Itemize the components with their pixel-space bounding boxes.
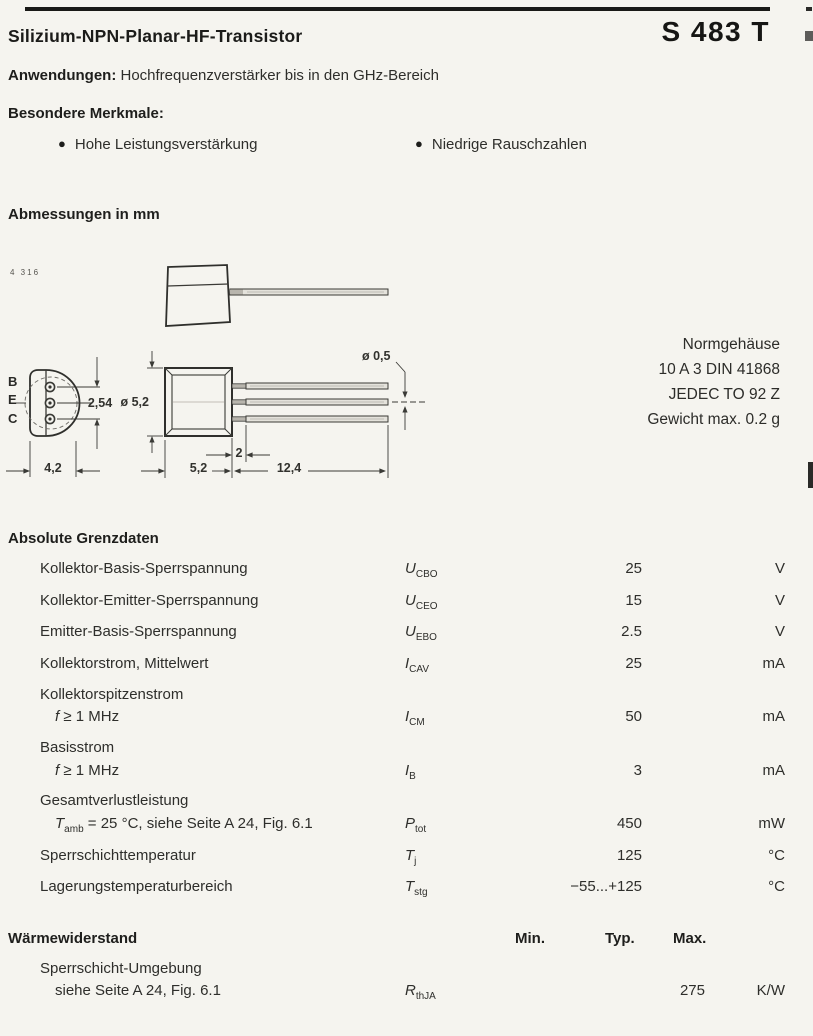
row-unit: V bbox=[774, 592, 785, 609]
symbol-base: I bbox=[405, 762, 410, 779]
row-condition bbox=[55, 762, 119, 779]
dim-label-lead-dia: ø 0,5 bbox=[362, 349, 391, 363]
row-symbol bbox=[405, 878, 428, 898]
condition-text: ≥ 1 MHz bbox=[59, 762, 120, 779]
row-label: Gesamtverlustleistung bbox=[40, 792, 189, 809]
case-info-line: 10 A 3 DIN 41868 bbox=[658, 361, 780, 378]
symbol-base: I bbox=[405, 708, 410, 725]
symbol-sub: B bbox=[409, 771, 416, 782]
row-value: 125 bbox=[616, 847, 642, 864]
row-unit: V bbox=[774, 623, 785, 640]
dim-label-body-width: 5,2 bbox=[189, 461, 208, 475]
table-row-condition bbox=[0, 708, 813, 728]
case-info-line: Gewicht max. 0.2 g bbox=[647, 411, 780, 428]
table-row bbox=[0, 623, 813, 643]
symbol-base: I bbox=[405, 655, 410, 672]
dim-label-lead-length: 12,4 bbox=[276, 461, 302, 475]
row-label: Kollektor-Emitter-Sperrspannung bbox=[40, 592, 259, 609]
row-unit: °C bbox=[768, 847, 785, 864]
feature-text: Niedrige Rauschzahlen bbox=[431, 136, 587, 153]
row-symbol bbox=[405, 982, 436, 1002]
dim-label-pin-pitch: 2,54 bbox=[87, 396, 113, 410]
row-unit: mA bbox=[762, 655, 785, 672]
thermal-header bbox=[0, 930, 813, 950]
condition-sub: amb bbox=[64, 824, 84, 835]
condition-symbol: f bbox=[55, 708, 60, 725]
front-view-leads bbox=[232, 383, 388, 422]
row-value: −55...+125 bbox=[570, 878, 642, 895]
dim-label-body-dia: ø 5,2 bbox=[120, 395, 149, 409]
row-condition bbox=[55, 815, 313, 835]
symbol-sub: stg bbox=[414, 887, 428, 898]
row-unit: K/W bbox=[756, 982, 785, 999]
pin-label-e: E bbox=[8, 392, 17, 407]
table-row bbox=[0, 792, 813, 812]
row-condition bbox=[55, 708, 119, 725]
table-row bbox=[0, 847, 813, 867]
symbol-base: P bbox=[405, 815, 416, 832]
row-value: 3 bbox=[633, 762, 642, 779]
dim-dia-5-2 bbox=[147, 351, 163, 453]
row-unit: mA bbox=[762, 708, 785, 725]
row-value: 2.5 bbox=[621, 623, 642, 640]
column-header-max: Max. bbox=[673, 930, 707, 947]
symbol-sub: CM bbox=[409, 717, 425, 728]
symbol-base: U bbox=[405, 623, 416, 640]
table-row-condition bbox=[0, 815, 813, 835]
part-number: S 483 T bbox=[661, 16, 770, 47]
bullet-icon: ● bbox=[415, 136, 423, 151]
bullet-icon: ● bbox=[58, 136, 66, 151]
row-symbol bbox=[405, 762, 416, 782]
feature-text: Hohe Leistungsverstärkung bbox=[74, 136, 258, 153]
symbol-base: R bbox=[405, 982, 416, 999]
table-row bbox=[0, 739, 813, 759]
row-sub-label: siehe Seite A 24, Fig. 6.1 bbox=[55, 982, 221, 999]
symbol-base: T bbox=[405, 847, 415, 864]
symbol-sub: CAV bbox=[409, 664, 429, 675]
pin-circles bbox=[45, 382, 54, 423]
applications-label: Anwendungen: bbox=[8, 67, 117, 84]
side-view-body bbox=[166, 265, 230, 326]
row-value: 450 bbox=[616, 815, 642, 832]
table-row bbox=[0, 686, 813, 706]
scan-artifact bbox=[806, 7, 812, 11]
row-label: Sperrschichttemperatur bbox=[40, 847, 196, 864]
features-heading: Besondere Merkmale: bbox=[8, 105, 164, 122]
row-unit: V bbox=[774, 560, 785, 577]
condition-text: = 25 °C, siehe Seite A 24, Fig. 6.1 bbox=[83, 815, 313, 832]
condition-symbol: T bbox=[55, 815, 65, 832]
row-value: 25 bbox=[625, 655, 642, 672]
scan-artifact bbox=[805, 31, 813, 41]
symbol-sub: CBO bbox=[415, 569, 438, 580]
condition-text: ≥ 1 MHz bbox=[59, 708, 120, 725]
row-label: Sperrschicht-Umgebung bbox=[40, 960, 202, 977]
row-symbol bbox=[405, 560, 438, 580]
row-value: 15 bbox=[625, 592, 642, 609]
table-row bbox=[0, 655, 813, 675]
row-label: Kollektorstrom, Mittelwert bbox=[40, 655, 209, 672]
row-label: Basisstrom bbox=[40, 739, 115, 756]
side-view-lead-stub bbox=[230, 290, 243, 295]
row-symbol bbox=[405, 655, 429, 675]
symbol-sub: CEO bbox=[415, 601, 438, 612]
symbol-sub: tot bbox=[415, 824, 427, 835]
row-symbol bbox=[405, 815, 426, 835]
pin-label-c: C bbox=[8, 411, 18, 426]
pin-label-b: B bbox=[8, 374, 18, 389]
column-header-min: Min. bbox=[515, 930, 545, 947]
row-value: 50 bbox=[625, 708, 642, 725]
dim-label-flat-width: 4,2 bbox=[44, 461, 62, 475]
row-symbol bbox=[405, 592, 438, 612]
feature-item bbox=[58, 136, 257, 153]
symbol-sub: j bbox=[414, 856, 417, 867]
case-info-line: JEDEC TO 92 Z bbox=[668, 386, 780, 403]
top-rule bbox=[25, 7, 770, 11]
side-view-chamfer bbox=[168, 284, 229, 286]
row-label: Kollektorspitzenstrom bbox=[40, 686, 184, 703]
edge-tab-marker bbox=[808, 462, 813, 488]
row-label: Kollektor-Basis-Sperrspannung bbox=[40, 560, 248, 577]
row-symbol bbox=[405, 623, 437, 643]
symbol-base: T bbox=[405, 878, 415, 895]
applications-text: Hochfrequenzverstärker bis in den GHz-Bereich bbox=[120, 67, 439, 84]
symbol-sub: EBO bbox=[415, 632, 437, 643]
row-label: Emitter-Basis-Sperrspannung bbox=[40, 623, 237, 640]
row-label: Lagerungstemperaturbereich bbox=[40, 878, 233, 895]
case-info-line: Normgehäuse bbox=[682, 336, 780, 353]
column-header-typ: Typ. bbox=[605, 930, 635, 947]
row-symbol bbox=[405, 847, 416, 867]
table-row bbox=[0, 982, 813, 1002]
symbol-base: U bbox=[405, 560, 416, 577]
table-row bbox=[0, 960, 813, 980]
limits-heading: Absolute Grenzdaten bbox=[8, 530, 159, 547]
row-symbol bbox=[405, 708, 425, 728]
dimensions-heading: Abmessungen in mm bbox=[8, 206, 160, 223]
case-info bbox=[560, 332, 780, 432]
symbol-sub: thJA bbox=[415, 991, 436, 1002]
page-title: Silizium-NPN-Planar-HF-Transistor bbox=[8, 26, 303, 46]
condition-symbol: f bbox=[55, 762, 60, 779]
thermal-heading: Wärmewiderstand bbox=[8, 930, 138, 947]
table-row bbox=[0, 878, 813, 898]
row-unit: mA bbox=[762, 762, 785, 779]
dim-label-lead-stub: 2 bbox=[235, 446, 243, 460]
symbol-base: U bbox=[405, 592, 416, 609]
feature-item bbox=[415, 136, 587, 153]
applications-line bbox=[8, 67, 439, 84]
dim-lead-dia bbox=[392, 362, 426, 430]
table-row-condition bbox=[0, 762, 813, 782]
table-row bbox=[0, 560, 813, 580]
row-unit: mW bbox=[758, 815, 785, 832]
row-unit: °C bbox=[768, 878, 785, 895]
row-value: 25 bbox=[625, 560, 642, 577]
row-max-value: 275 bbox=[679, 982, 705, 999]
figure-number: 4 316 bbox=[10, 268, 41, 277]
table-row bbox=[0, 592, 813, 612]
